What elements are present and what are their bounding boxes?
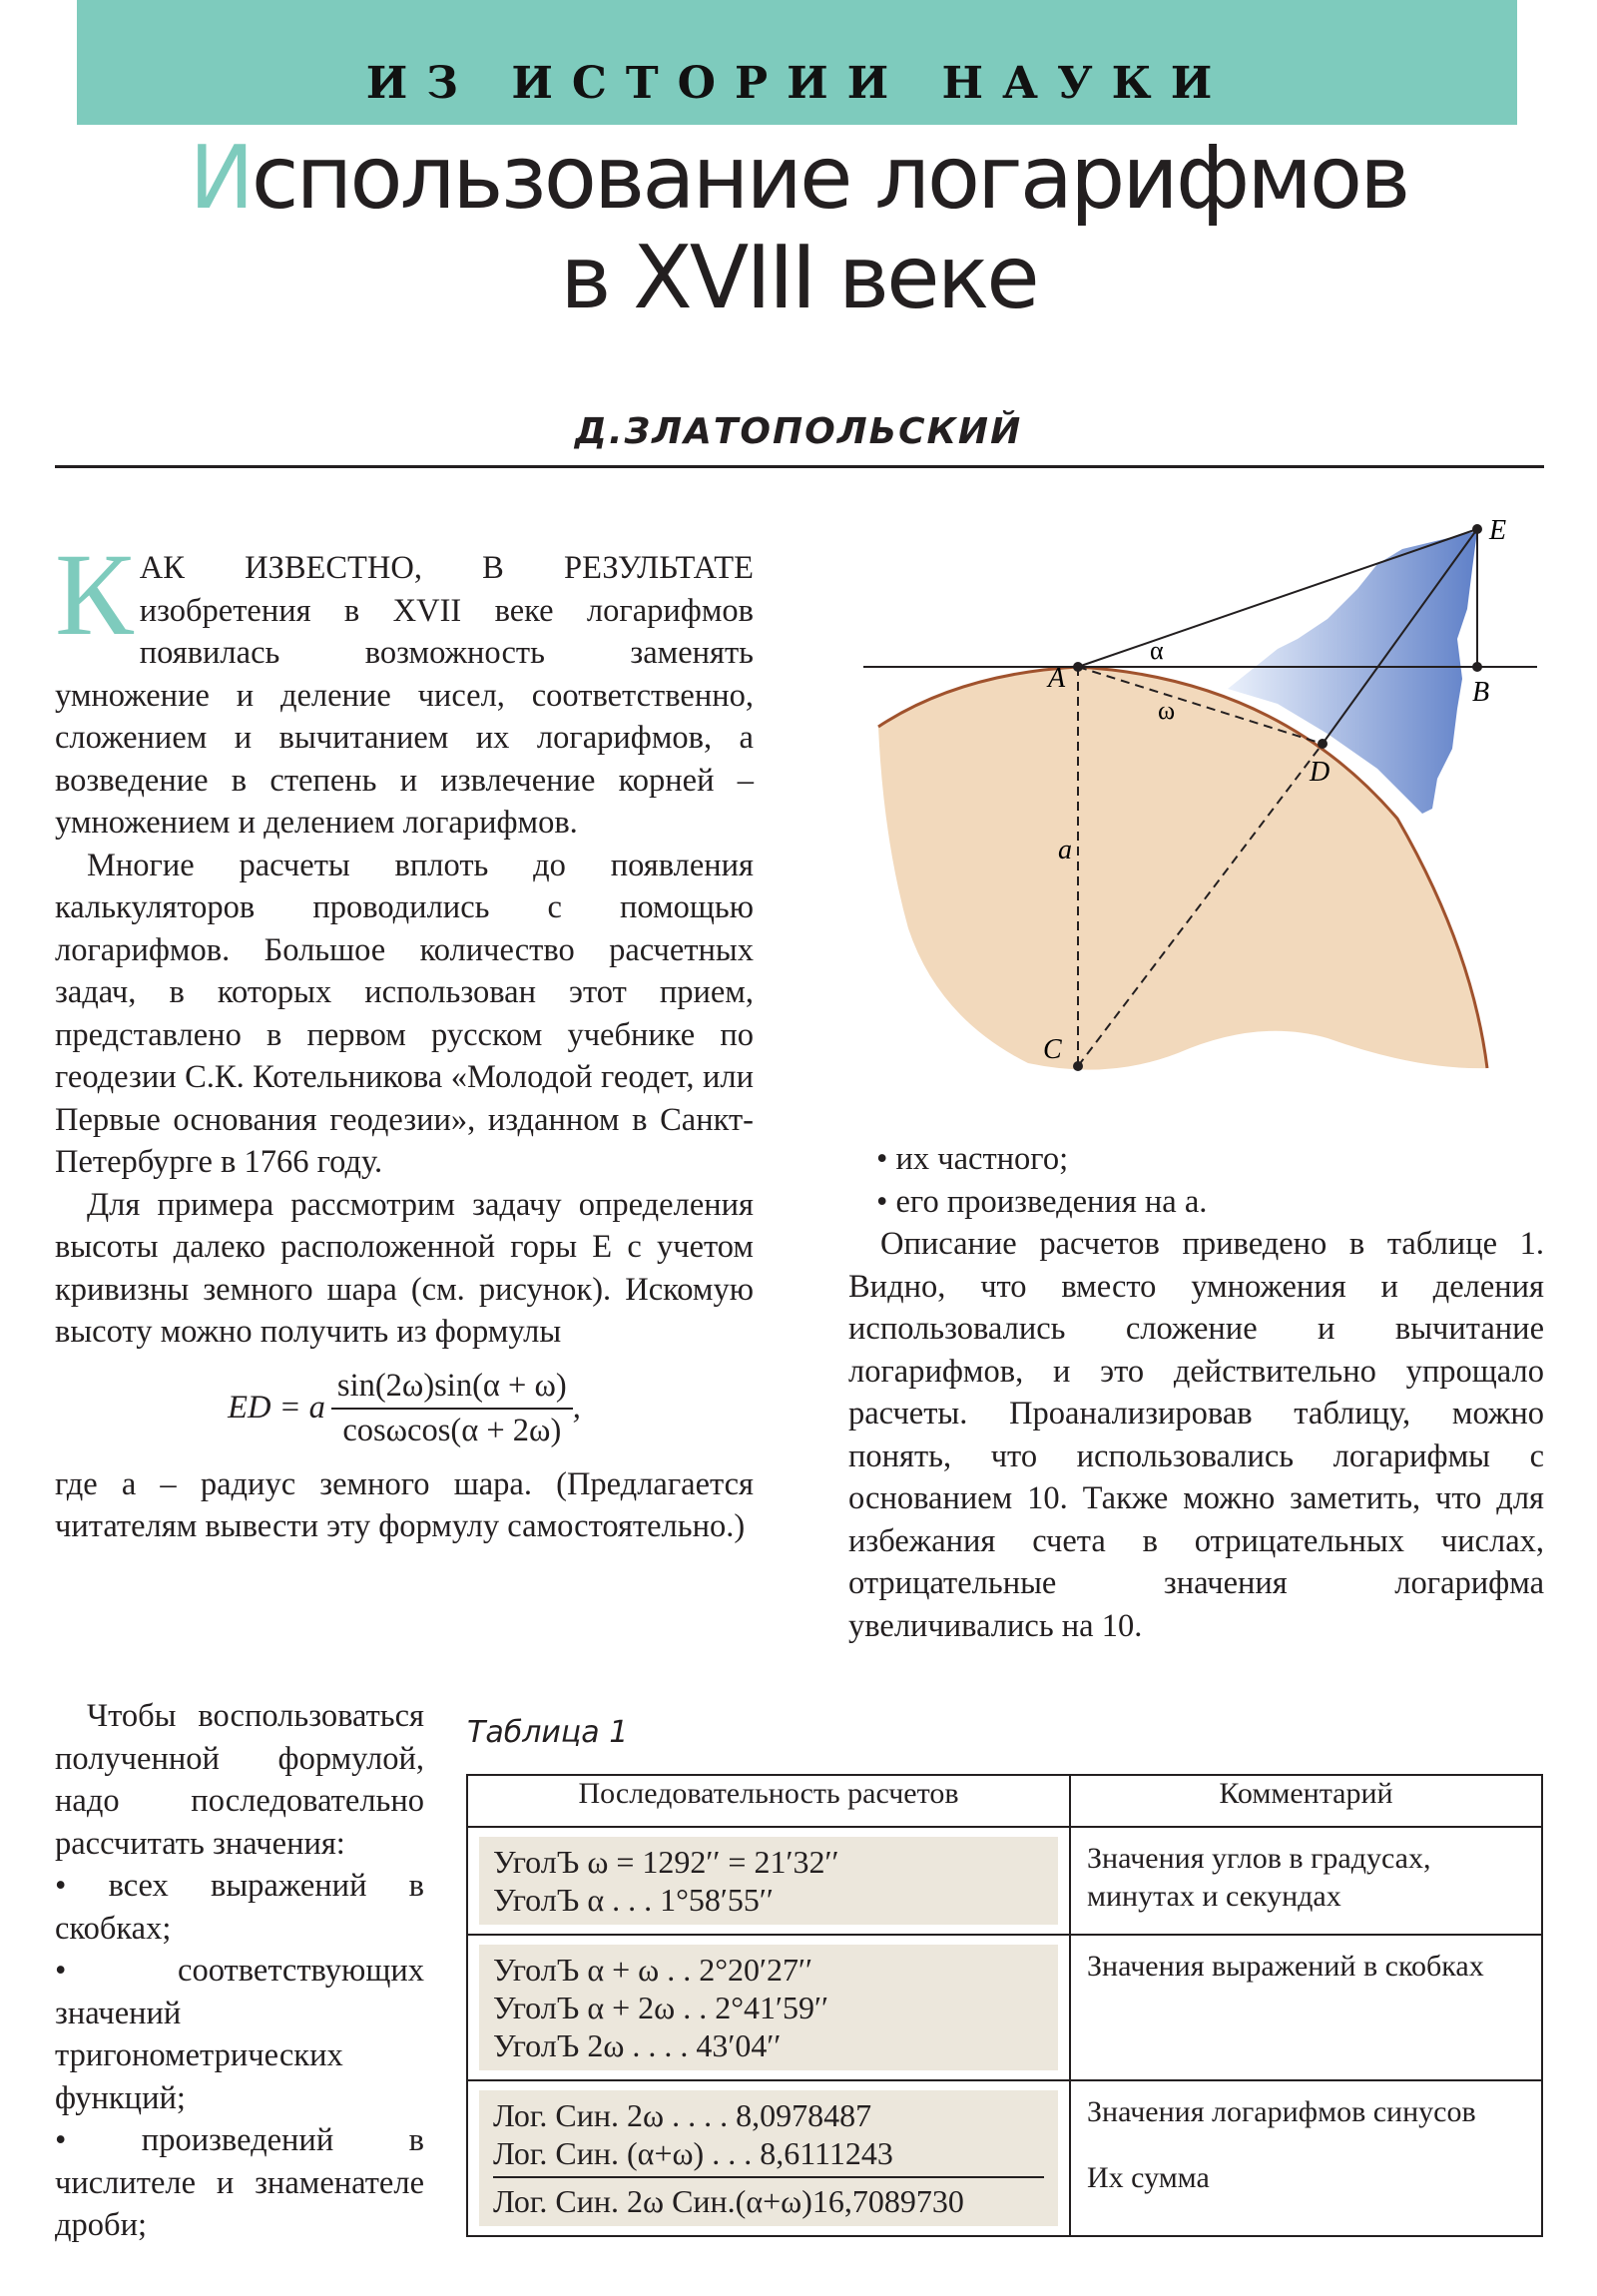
point-D [1318,739,1328,749]
table-caption: Таблица 1 [467,1715,629,1750]
paragraph-6: Описание расчетов приведено в таблице 1. Видно, что вместо умножения и деления использовались сложение и вычитание логарифмов, и это действительно упрощало расчеты. Проанализировав таблицу, можно понять, что использовались логарифмы с основанием 10. Также можно заметить, что для избежания счета в отрицательных числах, отрицательные значения логарифма увеличивались на 10. [848,1226,1544,1644]
divider [55,465,1544,468]
formula-numerator: sin(2ω)sin(α + ω) [331,1365,573,1410]
table-row: Лог. Син. 2ω . . . . 8,0978487 Лог. Син. (α+ω) . . . 8,6111243 Лог. Син. 2ω Син.(α+ω)16,7089730 Значения логарифмов синусов Их сумма [467,2080,1542,2236]
label-C: C [1043,1034,1062,1065]
point-A [1073,662,1083,672]
paragraph-5: Чтобы воспользоваться полученной формулой, надо последовательно рассчитать значения: [55,1698,424,1862]
left-column-narrow [55,1695,424,2247]
rubric: ИЗ ИСТОРИИ НАУКИ [365,58,1232,109]
formula: ED = a $\frac{\sin(2\omega)\sin(\alpha + \omega)}{\cos\omega\cos(\alpha + 2\omega)}$ , [55,1354,754,1463]
bullet-1: • всех выражений в скобках; [55,1868,424,1947]
left-column [55,529,754,1548]
title-line1: спользование логарифмов [251,127,1408,229]
title-initial: И [189,127,252,229]
bullet-4: • их частного; [876,1141,1069,1177]
bullet-3: • произведений в числителе и знаменателе дроби; [55,2122,424,2243]
right-column [848,1138,1544,1647]
paragraph-2: Многие расчеты вплоть до появления калькуляторов проводились с помощью логарифмов. Большое количество расчетных задач, в которых использован этот прием, представлено в первом русском учебнике по геодезии С.К. Котельникова «Молодой геодет, или Первые основания геодезии», изданном в Санкт-Петербурге в 1766 году. [55,847,754,1180]
label-omega: ω [1158,696,1176,725]
bullet-2: • соответствующих значений тригонометрических функций; [55,1953,424,2116]
point-B [1472,662,1482,672]
label-a: a [1058,835,1072,865]
header-comment: Комментарий [1070,1775,1542,1827]
formula-denominator: cosωcos(α + 2ω) [342,1412,562,1448]
point-C [1073,1061,1083,1071]
bullet-5: • его произведения на a. [876,1183,1208,1220]
calc-table [466,1774,1543,2237]
paragraph-intro: КАК ИЗВЕСТНО, В РЕЗУЛЬТАТЕ изобретения в XVII веке логарифмов появилась возможность заменять умножение и деление чисел, соответственно, сложением и вычитанием их логарифмов, а возведение в степень и извлечение корней – умножением и делением логарифмов. [55,529,754,841]
drop-cap: К [55,529,134,660]
table-row: УголЪ ω = 1292′′ = 21′32′′ УголЪ α . . . 1°58′55′′ Значения углов в градусах, минутах и секундах [467,1827,1542,1935]
page-title [0,128,1597,327]
header-sequence: Последовательность расчетов [467,1775,1070,1827]
paragraph-4: где a – радиус земного шара. (Предлагается читателям вывести эту формулу самостоятельно.) [55,1465,754,1544]
label-D: D [1310,757,1331,788]
label-B: B [1472,677,1490,708]
author: Д.ЗЛАТОПОЛЬСКИЙ [574,411,1023,452]
title-line2: в XVIII веке [560,227,1037,328]
label-E: E [1489,515,1507,546]
label-alpha: α [1150,636,1164,665]
table-header-row [467,1775,1542,1827]
paragraph-3: Для примера рассмотрим задачу определения высоты далеко расположенной горы E с учетом кривизны земного шара (см. рисунок). Искомую высоту можно получить из формулы [55,1186,754,1350]
point-E [1472,524,1482,534]
earth-mountain-figure [858,509,1547,1088]
label-A: A [1048,663,1066,694]
table-row: УголЪ α + ω . . 2°20′27′′ УголЪ α + 2ω . . 2°41′59′′ УголЪ 2ω . . . . 43′04′′ Значения выражений в скобках [467,1935,1542,2080]
